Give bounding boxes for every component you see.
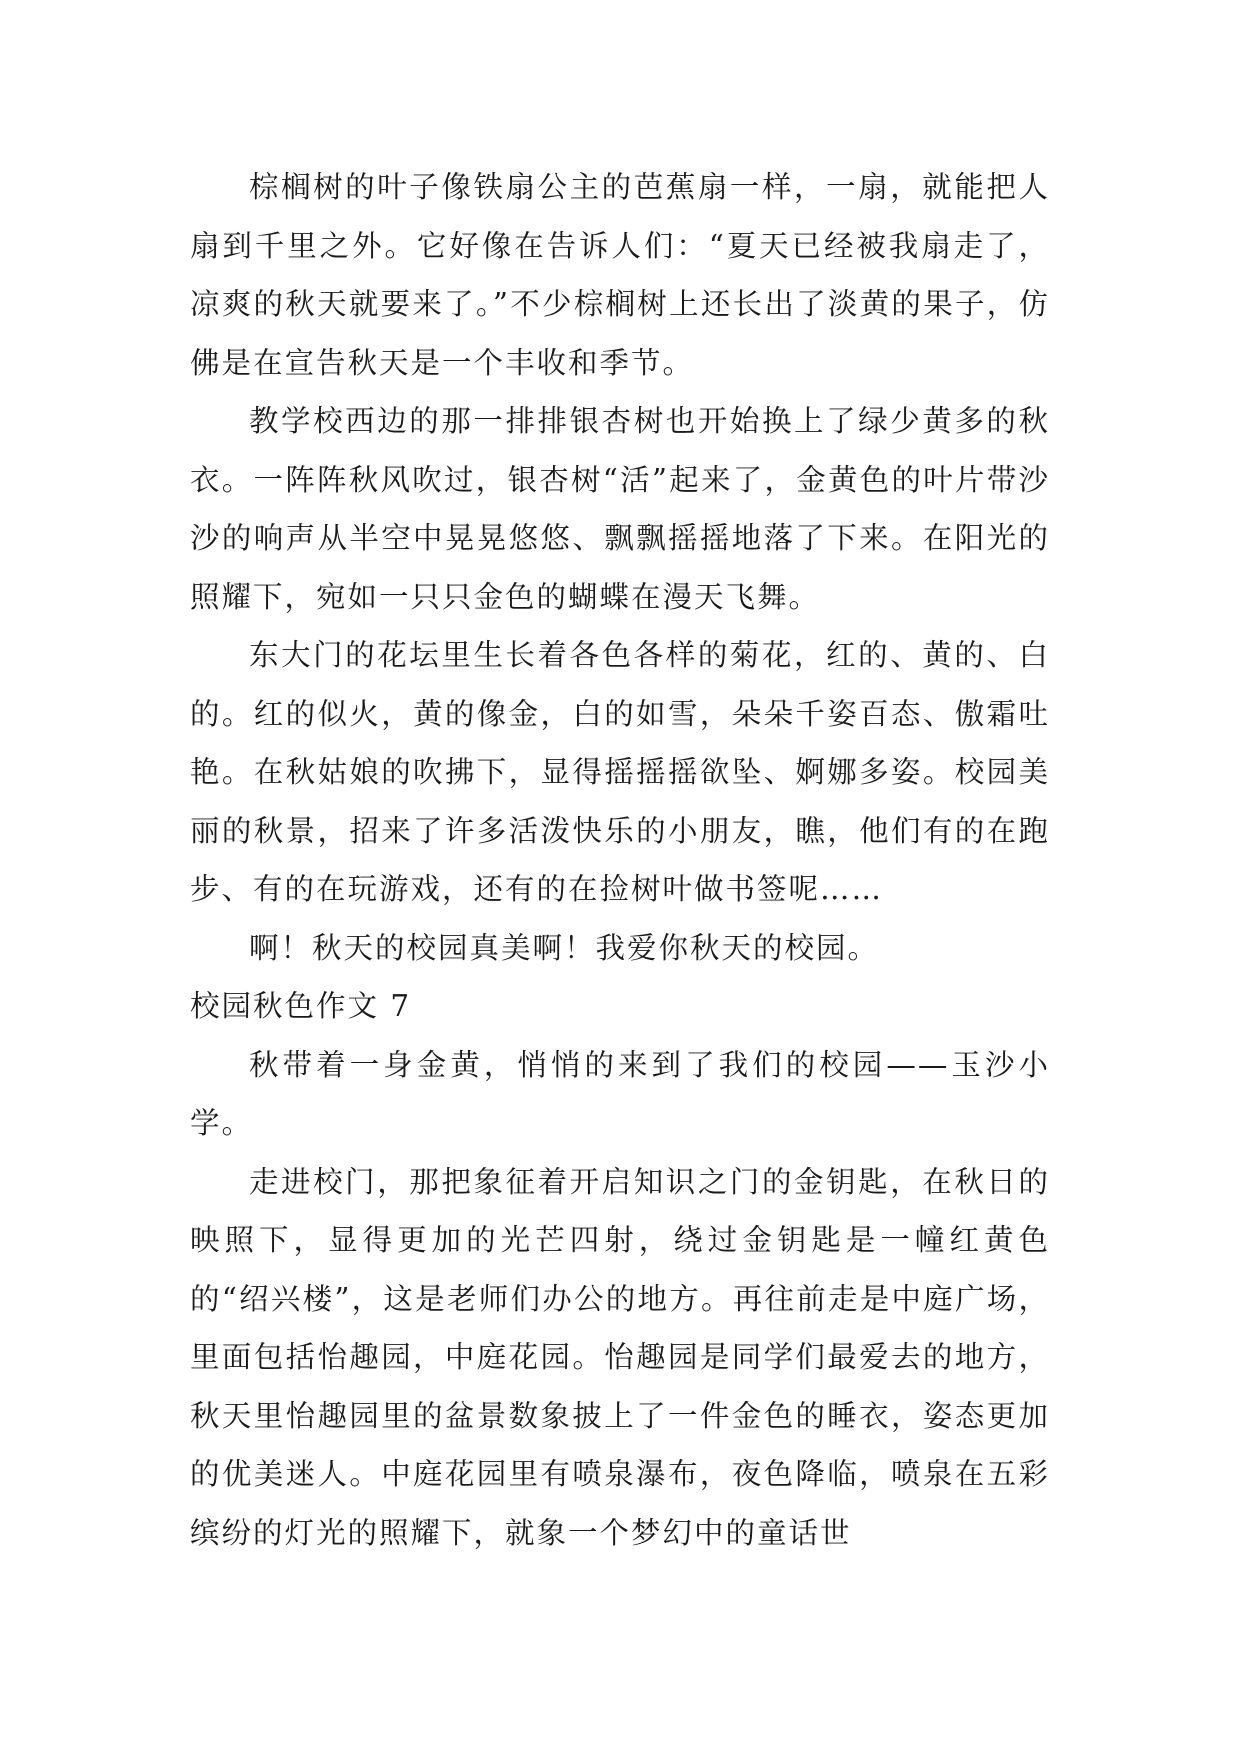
paragraph: 秋带着一身金黄，悄悄的来到了我们的校园——玉沙小学。 [190,1047,1050,1140]
paragraph: 走进校门，那把象征着开启知识之门的金钥匙，在秋日的映照下，显得更加的光芒四射，绕过金钥匙是一幢红黄色的“绍兴楼”，这是老师们办公的地方。再往前走是中庭广场，里面包括怡趣园，中庭花园。怡趣园是同学们最爱去的地方，秋天里怡趣园里的盆景数象披上了一件金色的睡衣，姿态更加的优美迷人。中庭花园里有喷泉瀑布，夜色降临，喷泉在五彩缤纷的灯光的照耀下，就象一个梦幻中的童话世 [190,1164,1050,1550]
paragraph: 棕榈树的叶子像铁扇公主的芭蕉扇一样，一扇，就能把人扇到千里之外。它好像在告诉人们：“夏天已经被我扇走了，凉爽的秋天就要来了。”不少棕榈树上还长出了淡黄的果子，仿佛是在宣告秋天是一个丰收和季节。 [190,170,1050,380]
section-title: 校园秋色作文 7 [190,989,412,1023]
paragraph: 教学校西边的那一排排银杏树也开始换上了绿少黄多的秋衣。一阵阵秋风吹过，银杏树“活”起来了，金黄色的叶片带沙沙的响声从半空中晃晃悠悠、飘飘摇摇地落了下来。在阳光的照耀下，宛如一只只金色的蝴蝶在漫天飞舞。 [190,404,1050,614]
paragraph: 啊！秋天的校园真美啊！我爱你秋天的校园。 [249,930,880,965]
document-body [190,158,1050,1562]
paragraph: 东大门的花坛里生长着各色各样的菊花，红的、黄的、白的。红的似火，黄的像金，白的如雪，朵朵千姿百态、傲霜吐艳。在秋姑娘的吹拂下，显得摇摇摇欲坠、婀娜多姿。校园美丽的秋景，招来了许多活泼快乐的小朋友，瞧，他们有的在跑步、有的在玩游戏，还有的在捡树叶做书签呢…… [190,638,1050,906]
